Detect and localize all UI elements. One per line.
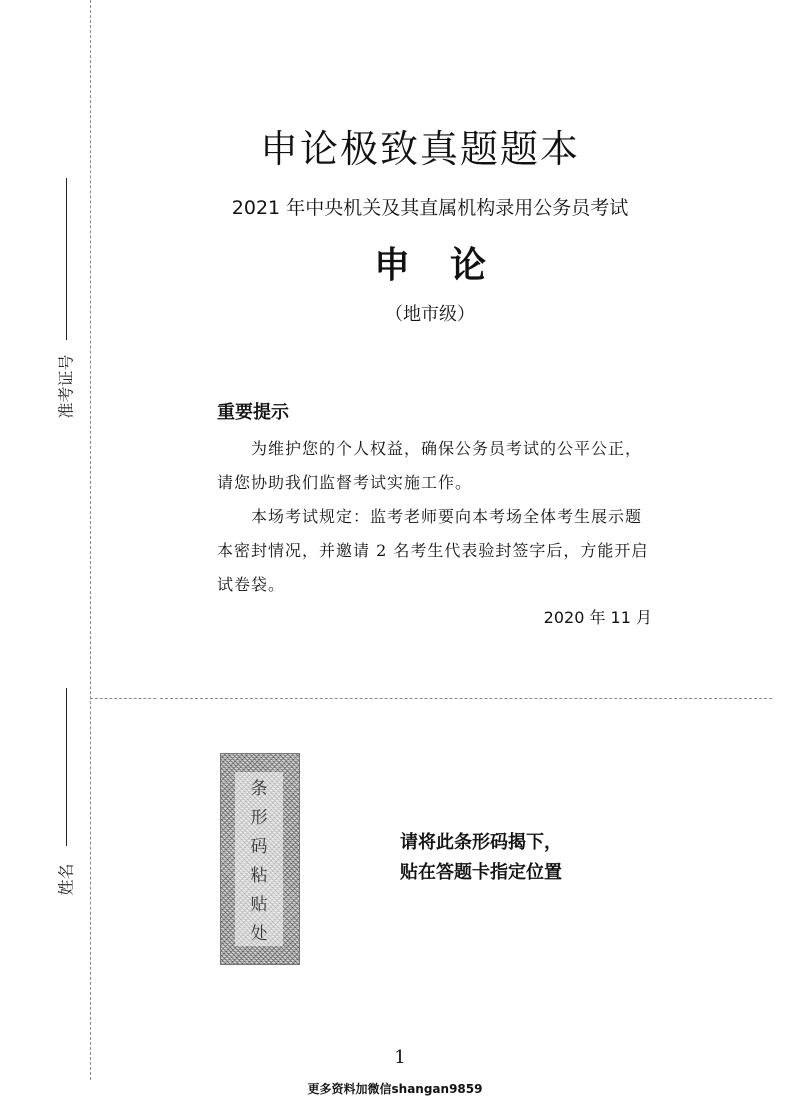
notice-date: 2020 年 11 月 [543, 608, 652, 627]
seal-fold-line [90, 698, 156, 699]
subject-title: 申论 [373, 245, 526, 286]
barcode-sticker[interactable] [220, 753, 300, 965]
name-rule [66, 688, 67, 846]
barcode-label-char: 处 [250, 924, 268, 944]
barcode-label-area [235, 772, 283, 946]
seal-fold-line-main [160, 698, 772, 699]
barcode-label-char: 粘 [250, 866, 268, 886]
barcode-instruction: 贴在答题卡指定位置 [400, 862, 562, 883]
footer-watermark: 更多资料加微信shangan9859 [307, 1082, 483, 1096]
exam-name: 2021 年中央机关及其直属机构录用公务员考试 [231, 197, 629, 219]
exam-level: （地市级） [385, 304, 475, 325]
barcode-label-char: 条 [250, 779, 268, 799]
booklet-title: 申论极致真题题本 [259, 127, 580, 171]
notice-paragraph: 本场考试规定：监考老师要向本考场全体考生展示题本密封情况，并邀请 2 名考生代表验封签字后，方能开启试卷袋。 [217, 507, 649, 594]
name-label: 姓名 [56, 863, 76, 896]
barcode-label-char: 贴 [250, 895, 268, 915]
barcode-instruction: 请将此条形码揭下， [400, 832, 562, 853]
notice-heading: 重要提示 [217, 402, 289, 423]
barcode-label-char: 形 [250, 808, 268, 828]
barcode-label-char: 码 [250, 837, 268, 857]
notice-paragraph: 为维护您的个人权益，确保公务员考试的公平公正，请您协助我们监督考试实施工作。 [217, 439, 643, 492]
admission-number-label: 准考证号 [56, 354, 76, 419]
page-number: 1 [394, 1047, 406, 1068]
